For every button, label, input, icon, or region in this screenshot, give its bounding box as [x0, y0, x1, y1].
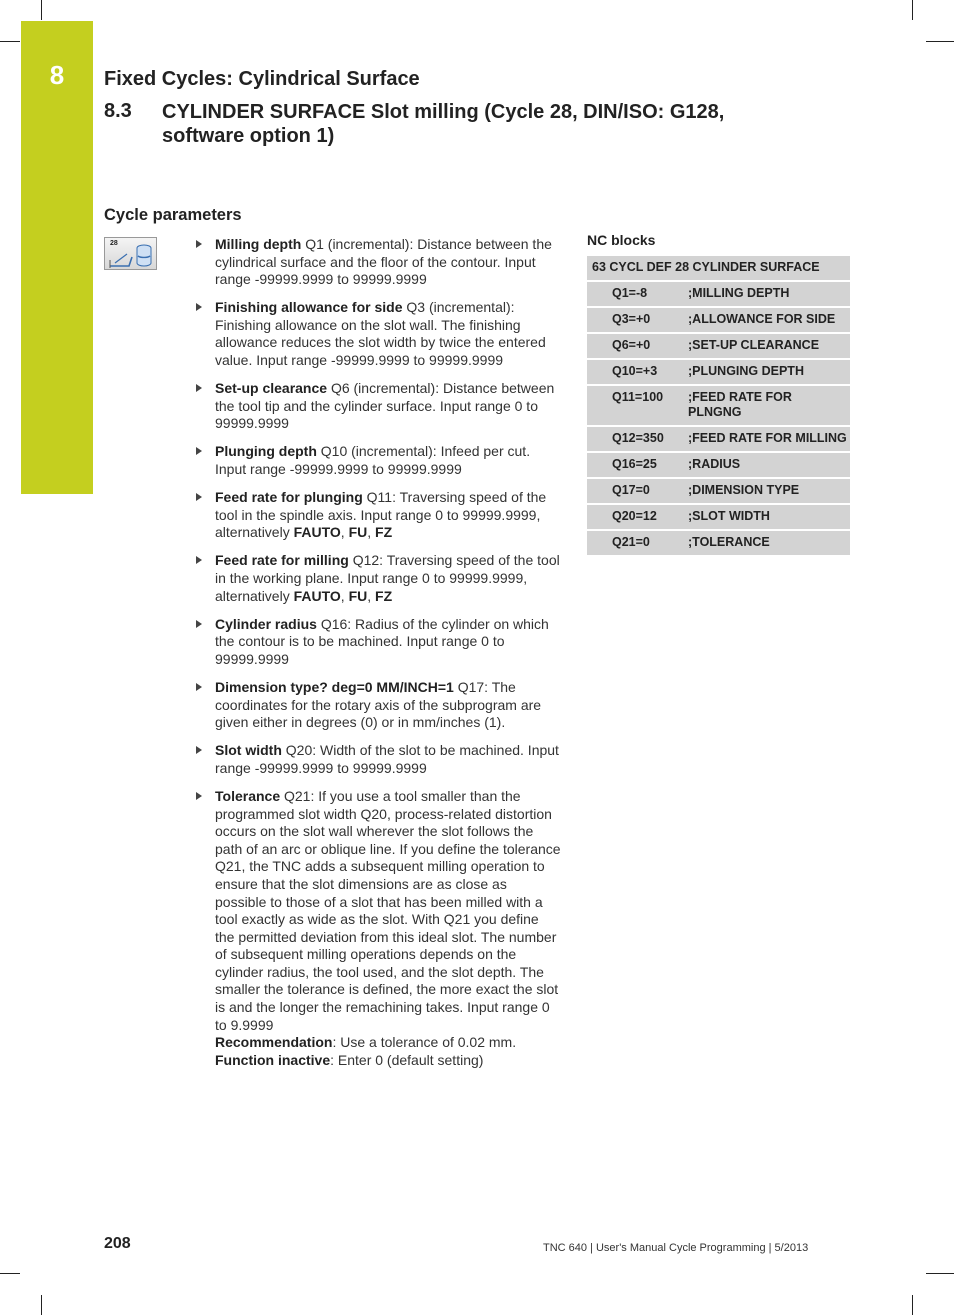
- param-tolerance: Tolerance Q21: If you use a tool smaller than the programmed slot width Q20, process-related distortion occurs on the slot wall wherever the slot follows the path of an arc or oblique line. If you define the tolerance Q21, the TNC adds a subsequent milling operation to ensure that the slot dimensions are as close as possible to those of a slot that has been milled with a tool exactly as wide as the slot. With Q21 you define the permitted deviation from this ideal slot. The number of subsequent milling operations depends on the cylinder radius, the tool used, and the slot depth. The smaller the tolerance is defined, the more exact the slot is and the longer the remachining takes. Input range 0 to 9.9999 Recommendation: Use a tolerance of 0.02 mm. Function inactive: Enter 0 (default setting): [194, 788, 562, 1070]
- table-row: [587, 282, 850, 308]
- nc-q-cell: Q20=12: [587, 505, 685, 531]
- param-dimension-type: Dimension type? deg=0 MM/INCH=1 Q17: The coordinates for the rotary axis of the subprogram are given either in degrees (0) or in mm/inches (1).: [194, 679, 562, 732]
- nc-comment-cell: ;TOLERANCE: [685, 531, 850, 557]
- bullet-arrow-icon: [196, 620, 202, 628]
- table-row: [587, 479, 850, 505]
- param-feed-rate-milling: Feed rate for milling Q12: Traversing speed of the tool in the working plane. Input range 0 to 99999.9999, alternatively FAUTO, FU, FZ: [194, 552, 562, 605]
- nc-comment-cell: ;SLOT WIDTH: [685, 505, 850, 531]
- param-plunging-depth: Plunging depth Q10 (incremental): Infeed per cut. Input range -99999.9999 to 99999.9999: [194, 443, 562, 478]
- crop-mark: [912, 1295, 913, 1315]
- crop-mark: [41, 0, 42, 20]
- crop-mark: [41, 1295, 42, 1315]
- bullet-arrow-icon: [196, 447, 202, 455]
- table-row: [587, 427, 850, 453]
- parameter-list: [194, 236, 562, 1080]
- chapter-number: 8: [49, 60, 65, 90]
- chapter-title: Fixed Cycles: Cylindrical Surface: [104, 68, 420, 90]
- nc-q-cell: Q6=+0: [587, 334, 685, 360]
- nc-comment-cell: ;MILLING DEPTH: [685, 282, 850, 308]
- crop-mark: [926, 1273, 954, 1274]
- nc-header-cell: 63 CYCL DEF 28 CYLINDER SURFACE: [587, 256, 850, 282]
- crop-mark: [912, 0, 913, 20]
- nc-blocks-table: [587, 256, 850, 557]
- nc-q-cell: Q11=100: [587, 386, 685, 427]
- cycle-softkey: [104, 237, 157, 270]
- nc-comment-cell: ;RADIUS: [685, 453, 850, 479]
- table-row: [587, 505, 850, 531]
- softkey-label: 28: [110, 240, 118, 247]
- nc-comment-cell: ;FEED RATE FOR MILLING: [685, 427, 850, 453]
- nc-comment-cell: ;ALLOWANCE FOR SIDE: [685, 308, 850, 334]
- bullet-arrow-icon: [196, 683, 202, 691]
- nc-comment-cell: ;FEED RATE FOR PLNGNG: [685, 386, 850, 427]
- bullet-arrow-icon: [196, 792, 202, 800]
- param-cylinder-radius: Cylinder radius Q16: Radius of the cylinder on which the contour is to be machined. Input range 0 to 99999.9999: [194, 616, 562, 669]
- nc-q-cell: Q12=350: [587, 427, 685, 453]
- page-number: 208: [104, 1235, 131, 1252]
- section-number: 8.3: [104, 100, 132, 122]
- table-row: [587, 334, 850, 360]
- table-row: [587, 308, 850, 334]
- table-row: [587, 453, 850, 479]
- param-milling-depth: Milling depth Q1 (incremental): Distance between the cylindrical surface and the floor of the contour. Input range -99999.9999 to 99999.9999: [194, 236, 562, 289]
- param-feed-rate-plunging: Feed rate for plunging Q11: Traversing speed of the tool in the spindle axis. Input range 0 to 99999.9999, alternatively FAUTO, FU, FZ: [194, 489, 562, 542]
- table-row: [587, 386, 850, 427]
- nc-comment-cell: ;SET-UP CLEARANCE: [685, 334, 850, 360]
- param-setup-clearance: Set-up clearance Q6 (incremental): Distance between the tool tip and the cylinder surface. Input range 0 to 99999.9999: [194, 380, 562, 433]
- nc-q-cell: Q21=0: [587, 531, 685, 557]
- footer-text: TNC 640 | User's Manual Cycle Programming | 5/2013: [543, 1242, 809, 1254]
- crop-mark: [0, 1273, 20, 1274]
- nc-q-cell: Q17=0: [587, 479, 685, 505]
- param-finishing-allowance: Finishing allowance for side Q3 (incremental): Finishing allowance on the slot wall. The finishing allowance reduces the slot width by twice the entered value. Input range -99999.9999 to 99999.9999: [194, 299, 562, 369]
- nc-q-cell: Q3=+0: [587, 308, 685, 334]
- nc-q-cell: Q1=-8: [587, 282, 685, 308]
- bullet-arrow-icon: [196, 556, 202, 564]
- nc-comment-cell: ;PLUNGING DEPTH: [685, 360, 850, 386]
- cycle-parameters-heading: Cycle parameters: [104, 206, 242, 224]
- chapter-tab: [21, 21, 93, 494]
- table-row: [587, 531, 850, 557]
- crop-mark: [926, 41, 954, 42]
- bullet-arrow-icon: [196, 240, 202, 248]
- cylinder-slot-cycle-icon: [105, 238, 158, 271]
- param-slot-width: Slot width Q20: Width of the slot to be machined. Input range -99999.9999 to 99999.9999: [194, 742, 562, 777]
- section-title: CYLINDER SURFACE Slot milling (Cycle 28, DIN/ISO: G128, software option 1): [162, 101, 725, 147]
- table-row: [587, 360, 850, 386]
- bullet-arrow-icon: [196, 493, 202, 501]
- nc-blocks-heading: NC blocks: [587, 232, 656, 248]
- crop-mark: [0, 41, 20, 42]
- nc-comment-cell: ;DIMENSION TYPE: [685, 479, 850, 505]
- nc-q-cell: Q10=+3: [587, 360, 685, 386]
- nc-q-cell: Q16=25: [587, 453, 685, 479]
- bullet-arrow-icon: [196, 746, 202, 754]
- table-row: [587, 256, 850, 282]
- bullet-arrow-icon: [196, 384, 202, 392]
- bullet-arrow-icon: [196, 303, 202, 311]
